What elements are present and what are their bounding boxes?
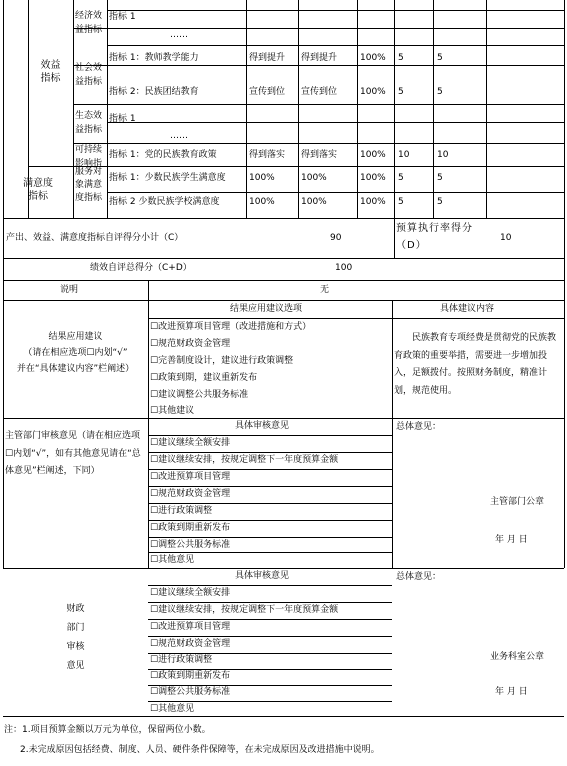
indicator-weight: 5 — [398, 87, 404, 97]
suggestion-option: ☐建议调整公共服务标准 — [150, 390, 249, 400]
indicator-rate: 100% — [360, 150, 386, 160]
dept-review-option: ☐改进预算项目管理 — [150, 472, 231, 482]
benefit-label: 效益 指标 — [40, 60, 61, 84]
satisfaction-label: 满意度 指标 — [23, 178, 53, 202]
service-label: 服务对 象满意 度指标 — [75, 167, 103, 204]
grid-line — [148, 602, 392, 603]
finance-review-option: ☐规范财政资金管理 — [150, 639, 231, 649]
grid-line — [148, 435, 392, 436]
grid-line — [107, 192, 564, 193]
economic-dots: …… — [170, 30, 188, 40]
grid-line — [148, 503, 392, 504]
finance-review-option: ☐建议继续安排，按规定调整下一年度预算金额 — [150, 605, 339, 615]
finance-review-option: ☐建议继续全额安排 — [150, 588, 231, 598]
dept-stamp: 主管部门公章 — [490, 497, 545, 507]
dept-review-option: ☐建议继续全额安排 — [150, 438, 231, 448]
indicator-name: 指标 2：民族团结教育 — [109, 87, 199, 97]
suggestion-option: ☐完善制度设计，建议进行政策调整 — [150, 356, 294, 366]
dept-review-option: ☐调整公共服务标准 — [150, 540, 231, 550]
subtotal-value: 90 — [330, 233, 342, 243]
indicator-rate: 100% — [360, 87, 386, 97]
grid-line — [73, 28, 564, 29]
budget-label: 预算执行率得分（D） — [396, 223, 473, 251]
finance-review-option: ☐政策到期重新发布 — [150, 671, 231, 681]
dept-review-header: 具体审核意见 — [235, 421, 290, 431]
indicator-target: 100% — [249, 197, 275, 207]
indicator-name: 指标 1：教师教学能力 — [109, 53, 199, 63]
grid-line — [3, 716, 564, 717]
finance-review-option: ☐其他意见 — [150, 704, 195, 714]
grid-line — [392, 300, 393, 568]
ecology-dots: …… — [170, 131, 188, 141]
grid-line — [148, 685, 392, 686]
indicator-score: 5 — [437, 173, 443, 183]
grid-line — [107, 10, 564, 11]
suggestion-option: ☐其他建议 — [150, 406, 195, 416]
indicator-weight: 10 — [398, 150, 410, 160]
dept-date: 年 月 日 — [495, 535, 528, 545]
grid-line — [3, 258, 564, 259]
indicator-name: 指标 1：少数民族学生满意度 — [109, 173, 226, 183]
suggestion-option: ☐政策到期，建议重新发布 — [150, 373, 258, 383]
finance-date: 年 月 日 — [495, 687, 528, 697]
indicator-score: 5 — [437, 53, 443, 63]
grid-line — [148, 619, 392, 620]
grid-line — [148, 537, 392, 538]
dept-review-option: ☐政策到期重新发布 — [150, 523, 231, 533]
grid-line — [73, 104, 564, 105]
economic-label: 经济效 益指标 — [75, 11, 103, 35]
finance-review-label: 财政 部门 审核 意见 — [66, 604, 85, 671]
grid-line — [564, 0, 565, 568]
content-header: 具体建议内容 — [440, 304, 495, 314]
indicator-target: 得到提升 — [249, 53, 286, 63]
finance-stamp: 业务科室公章 — [490, 652, 545, 662]
finance-review-option: ☐进行政策调整 — [150, 655, 213, 665]
grid-line — [3, 0, 4, 568]
indicator-actual: 100% — [301, 197, 327, 207]
grid-line — [73, 143, 564, 144]
grid-line — [3, 218, 564, 219]
indicator-actual: 100% — [301, 173, 327, 183]
indicator-weight: 5 — [398, 197, 404, 207]
explain-value: 无 — [320, 285, 330, 295]
grid-line — [148, 280, 149, 568]
dept-overall-label: 总体意见： — [396, 422, 442, 432]
suggestion-option: ☐规范财政资金管理 — [150, 339, 231, 349]
dept-review-option: ☐其他意见 — [150, 555, 195, 565]
grid-line — [148, 636, 392, 637]
grid-line — [148, 452, 392, 453]
indicator-actual: 宣传到位 — [301, 87, 338, 97]
indicator-actual: 得到提升 — [301, 53, 338, 63]
grid-line — [148, 486, 392, 487]
suggestion-option: ☐改进预算项目管理（改进措施和方式） — [150, 322, 312, 332]
grid-line — [148, 318, 564, 319]
suggestion-label: 结果应用建议 （请在相应选项☐内划“√” 并在“具体建议内容”栏阐述） — [16, 332, 135, 374]
grid-line — [148, 520, 392, 521]
grid-line — [3, 568, 564, 569]
indicator-target: 宣传到位 — [249, 87, 286, 97]
note-2: 2.未完成原因包括经费、制度、人员、硬件条件保障等，在未完成原因及改进措施中说明。 — [20, 745, 380, 755]
grid-line — [148, 552, 392, 553]
indicator-score: 5 — [437, 87, 443, 97]
grid-line — [3, 280, 564, 281]
indicator-actual: 得到落实 — [301, 150, 338, 160]
indicator-target: 100% — [249, 173, 275, 183]
grid-line — [3, 300, 564, 301]
social-label: 社会效 益指标 — [75, 63, 103, 87]
grid-line — [148, 469, 392, 470]
indicator-target: 得到落实 — [249, 150, 286, 160]
grid-line — [73, 65, 564, 66]
sustain-label: 可持续 影响指 — [75, 145, 103, 169]
suggestion-content: 民族教育专项经费是贯彻党的民族教育政策的重要举措，需要进一步增加投入，足额拨付。按照财务制度，精准计划，规范使用。 — [394, 333, 557, 396]
indicator-name: 指标 2 少数民族学校满意度 — [109, 197, 220, 207]
grid-line — [148, 653, 392, 654]
indicator-rate: 100% — [360, 53, 386, 63]
note-1: 注：1.项目预算金额以万元为单位，保留两位小数。 — [4, 725, 211, 735]
grid-line — [148, 701, 392, 702]
grid-line — [107, 45, 564, 46]
indicator-score: 10 — [437, 150, 449, 160]
indicator-weight: 5 — [398, 173, 404, 183]
dept-review-option: ☐进行政策调整 — [150, 506, 213, 516]
options-header: 结果应用建议选项 — [230, 304, 303, 314]
finance-review-option: ☐改进预算项目管理 — [150, 622, 231, 632]
finance-review-option: ☐调整公共服务标准 — [150, 687, 231, 697]
grid-line — [3, 418, 564, 419]
grid-line — [433, 0, 434, 218]
finance-overall-label: 总体意见： — [396, 572, 442, 582]
total-value: 100 — [335, 263, 353, 273]
grid-line — [298, 0, 299, 218]
budget-value: 10 — [500, 233, 512, 243]
dept-review-option: ☐建议继续安排，按规定调整下一年度预算金额 — [150, 455, 339, 465]
ecology-label: 生态效 益指标 — [75, 111, 103, 135]
ecology-item: 指标 1 — [109, 114, 136, 124]
grid-line — [357, 0, 358, 218]
grid-line — [394, 218, 395, 258]
grid-line — [486, 0, 487, 218]
grid-line — [148, 669, 392, 670]
indicator-rate: 100% — [360, 197, 386, 207]
indicator-weight: 5 — [398, 53, 404, 63]
indicator-name: 指标 1：党的民族教育政策 — [109, 150, 217, 160]
indicator-score: 5 — [437, 197, 443, 207]
grid-line — [148, 585, 392, 586]
grid-line — [246, 0, 247, 218]
explain-label: 说明 — [60, 285, 79, 295]
subtotal-label: 产出、效益、满意度指标自评得分小计（C） — [6, 233, 184, 243]
dept-review-option: ☐规范财政资金管理 — [150, 489, 231, 499]
grid-line — [394, 0, 395, 218]
total-label: 绩效自评总得分（C+D） — [90, 263, 192, 273]
dept-review-label: 主管部门审核意见（请在相应选项☐内划“√”，如有其他意见请在“总体意见”栏阐述，下同） — [5, 431, 141, 477]
indicator-rate: 100% — [360, 173, 386, 183]
finance-review-header: 具体审核意见 — [235, 571, 290, 581]
economic-item: 指标 1 — [109, 12, 136, 22]
